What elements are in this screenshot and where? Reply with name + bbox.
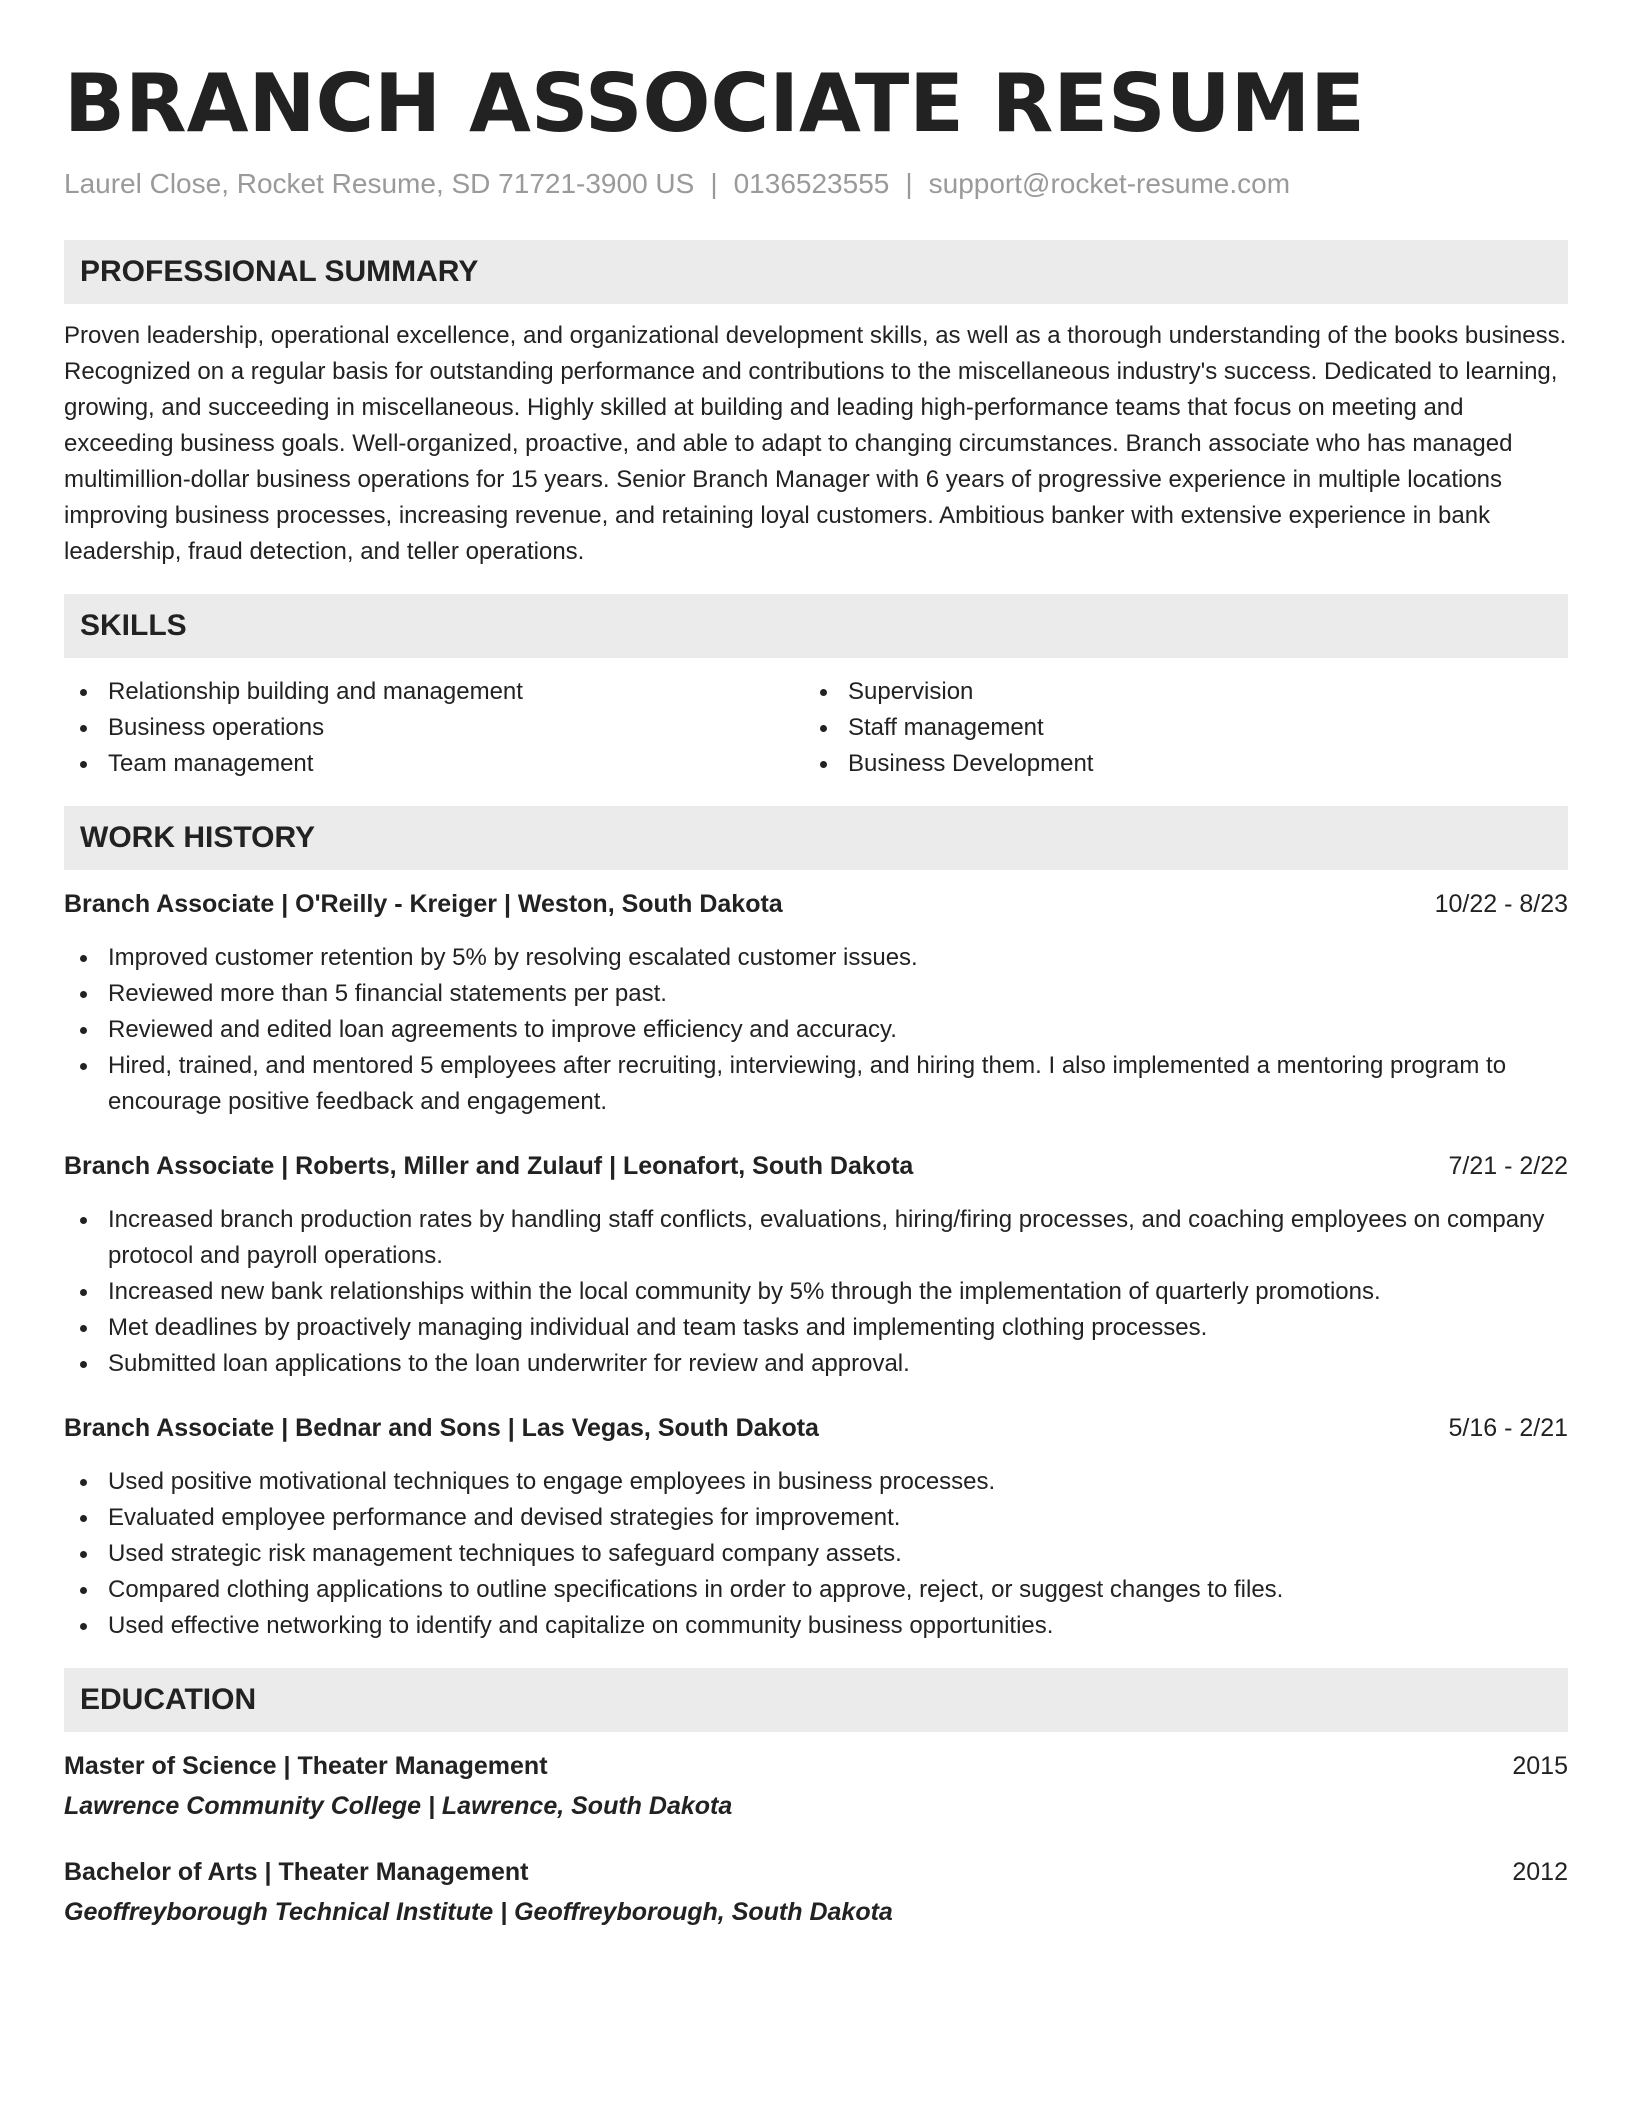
education-header xyxy=(64,1854,1568,1890)
skill-item: Staff management xyxy=(804,710,1544,746)
skill-item: Supervision xyxy=(804,674,1544,710)
job-bullet: Improved customer retention by 5% by resolving escalated customer issues. xyxy=(64,940,1568,976)
education-degree: Bachelor of Arts | Theater Management xyxy=(64,1858,529,1886)
job-entry xyxy=(64,886,1568,1120)
job-bullet: Reviewed and edited loan agreements to improve efficiency and accuracy. xyxy=(64,1012,1568,1048)
job-bullets xyxy=(64,940,1568,1120)
job-header xyxy=(64,886,1568,922)
skills-column-right xyxy=(804,674,1544,782)
section-header-skills: SKILLS xyxy=(64,594,1568,658)
contact-separator: | xyxy=(905,168,913,199)
contact-email: support@rocket-resume.com xyxy=(928,168,1291,199)
job-bullet: Submitted loan applications to the loan underwriter for review and approval. xyxy=(64,1346,1568,1382)
education-year: 2012 xyxy=(1512,1858,1568,1886)
skill-item: Business Development xyxy=(804,746,1544,782)
summary-text: Proven leadership, operational excellence, and organizational development skills, as well as a thorough understanding of the books business. Recognized on a regular basis for outstanding performance and contributions to the miscellaneous industry's success. Dedicated to learning, growing, and succeeding in miscellaneous. Highly skilled at building and leading high-performance teams that focus on meeting and exceeding business goals. Well-organized, proactive, and able to adapt to changing circumstances. Branch associate who has managed multimillion-dollar business operations for 15 years. Senior Branch Manager with 6 years of progressive experience in multiple locations improving business processes, increasing revenue, and retaining loyal customers. Ambitious banker with extensive experience in bank leadership, fraud detection, and teller operations. xyxy=(64,322,1567,565)
job-bullet: Reviewed more than 5 financial statements per past. xyxy=(64,976,1568,1012)
education-entry xyxy=(64,1748,1568,1824)
skill-item: Team management xyxy=(64,746,804,782)
job-bullet: Used positive motivational techniques to engage employees in business processes. xyxy=(64,1464,1568,1500)
job-bullet: Compared clothing applications to outline specifications in order to approve, reject, or suggest changes to files. xyxy=(64,1572,1568,1608)
job-bullet: Increased new bank relationships within the local community by 5% through the implementation of quarterly promotions. xyxy=(64,1274,1568,1310)
job-dates: 10/22 - 8/23 xyxy=(1434,890,1568,918)
section-header-education: EDUCATION xyxy=(64,1668,1568,1732)
job-bullets xyxy=(64,1464,1568,1644)
job-header xyxy=(64,1148,1568,1184)
skill-item: Business operations xyxy=(64,710,804,746)
job-title: Branch Associate | O'Reilly - Kreiger | Weston, South Dakota xyxy=(64,890,783,918)
contact-phone: 0136523555 xyxy=(733,168,890,199)
education-entry xyxy=(64,1854,1568,1930)
resume-title: BRANCH ASSOCIATE RESUME xyxy=(64,57,1365,150)
job-entry xyxy=(64,1410,1568,1644)
education-degree: Master of Science | Theater Management xyxy=(64,1752,548,1780)
education-school: Lawrence Community College | Lawrence, South Dakota xyxy=(64,1792,733,1820)
job-bullet: Used effective networking to identify and capitalize on community business opportunities. xyxy=(64,1608,1568,1644)
contact-line xyxy=(64,166,1568,202)
skill-item: Relationship building and management xyxy=(64,674,804,710)
job-header xyxy=(64,1410,1568,1446)
section-header-summary: PROFESSIONAL SUMMARY xyxy=(64,240,1568,304)
education-school: Geoffreyborough Technical Institute | Geoffreyborough, South Dakota xyxy=(64,1898,893,1926)
job-dates: 5/16 - 2/21 xyxy=(1448,1414,1568,1442)
job-entry xyxy=(64,1148,1568,1382)
education-header xyxy=(64,1748,1568,1784)
job-bullet: Used strategic risk management techniques to safeguard company assets. xyxy=(64,1536,1568,1572)
skills-grid xyxy=(64,674,1568,782)
job-bullet: Evaluated employee performance and devised strategies for improvement. xyxy=(64,1500,1568,1536)
section-header-work: WORK HISTORY xyxy=(64,806,1568,870)
job-bullets xyxy=(64,1202,1568,1382)
job-title: Branch Associate | Bednar and Sons | Las Vegas, South Dakota xyxy=(64,1414,819,1442)
job-bullet: Hired, trained, and mentored 5 employees after recruiting, interviewing, and hiring them. I also implemented a mentoring program to encourage positive feedback and engagement. xyxy=(64,1048,1568,1120)
contact-address: Laurel Close, Rocket Resume, SD 71721-3900 US xyxy=(64,168,695,199)
job-dates: 7/21 - 2/22 xyxy=(1448,1152,1568,1180)
skills-column-left xyxy=(64,674,804,782)
education-year: 2015 xyxy=(1512,1752,1568,1780)
job-title: Branch Associate | Roberts, Miller and Zulauf | Leonafort, South Dakota xyxy=(64,1152,914,1180)
job-bullet: Increased branch production rates by handling staff conflicts, evaluations, hiring/firing processes, and coaching employees on company protocol and payroll operations. xyxy=(64,1202,1568,1274)
job-bullet: Met deadlines by proactively managing individual and team tasks and implementing clothing processes. xyxy=(64,1310,1568,1346)
contact-separator: | xyxy=(710,168,718,199)
